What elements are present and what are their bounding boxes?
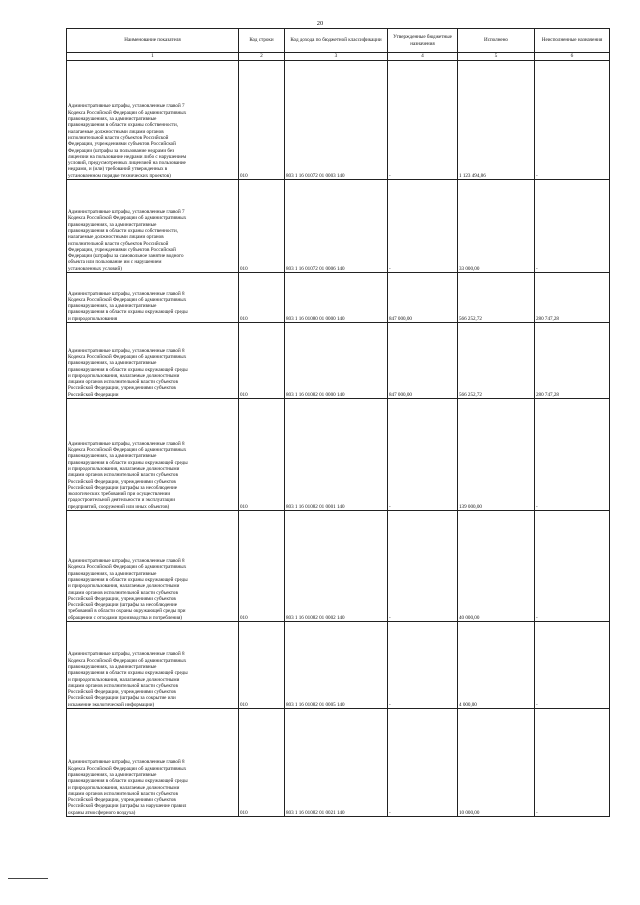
- column-number: 2: [239, 53, 285, 61]
- table-row: [67, 622, 610, 709]
- header-unexecuted: Неисполненные назначения: [535, 29, 610, 53]
- column-number: 5: [458, 53, 535, 61]
- column-number: 4: [388, 53, 458, 61]
- indicator-name-line: правонарушениях, за административные: [68, 116, 157, 123]
- indicator-name-line: лицами органов исполнительной власти субъектов: [68, 472, 178, 479]
- indicator-name-line: Российской Федерации, учреждениями субъектов: [68, 385, 176, 392]
- executed-amount: 33 000,00: [458, 180, 535, 273]
- indicator-name-line: установленных условий): [68, 265, 122, 272]
- indicator-name-line: правонарушениях, за административные: [68, 453, 157, 460]
- indicator-name-line: Федерации, учреждениями субъектов Российской: [68, 246, 176, 253]
- unexecuted-amount: 280 747,28: [535, 323, 610, 399]
- indicator-name: [67, 323, 239, 399]
- indicator-name-line: правонарушениях, за административные: [68, 221, 157, 228]
- column-number: 1: [67, 53, 239, 61]
- header-indicator-name: Наименование показателя: [67, 29, 239, 53]
- approved-amount: -: [388, 511, 458, 622]
- indicator-name-line: исполнительной власти субъектов Российской: [68, 134, 169, 141]
- approved-amount: 847 000,00: [388, 273, 458, 323]
- table-row: [67, 511, 610, 622]
- header-executed: Исполнено: [458, 29, 535, 53]
- approved-amount: -: [388, 709, 458, 817]
- indicator-name-line: и природопользования, налагаемые должностными: [68, 372, 180, 379]
- indicator-name-line: правонарушения в области охраны собственности,: [68, 122, 179, 129]
- line-code: 010: [239, 273, 285, 323]
- indicator-name-line: Российской Федерации (штрафы за нарушение правил: [68, 803, 187, 810]
- indicator-name-line: Кодекса Российской Федерации об административных: [68, 353, 187, 360]
- executed-amount: 566 252,72: [458, 323, 535, 399]
- income-code: 803 1 16 01082 01 0002 140: [285, 511, 388, 622]
- line-code: 010: [239, 709, 285, 817]
- income-code: 803 1 16 01082 01 0001 140: [285, 399, 388, 511]
- indicator-name-line: лицами органов исполнительной власти субъектов: [68, 682, 178, 689]
- indicator-name-line: Федерации (штрафы за самовольное занятие водного: [68, 253, 184, 260]
- indicator-name-line: Кодекса Российской Федерации об административных: [68, 109, 187, 116]
- indicator-name-line: и природопользования, налагаемые должностными: [68, 465, 180, 472]
- income-code: 803 1 16 01082 01 0005 140: [285, 622, 388, 709]
- indicator-name-line: и природопользования, налагаемые должностными: [68, 676, 180, 683]
- indicator-name-line: градостроительной деятельности и эксплуатации: [68, 497, 175, 504]
- income-code: 803 1 16 01080 01 0000 140: [285, 273, 388, 323]
- executed-amount: 4 000,00: [458, 622, 535, 709]
- indicator-name-line: Кодекса Российской Федерации об административных: [68, 447, 187, 454]
- unexecuted-amount: 280 747,28: [535, 273, 610, 323]
- indicator-name-line: Кодекса Российской Федерации об административных: [68, 765, 187, 772]
- approved-amount: -: [388, 61, 458, 180]
- footer-divider: [8, 878, 48, 879]
- indicator-name-line: и природопользования, налагаемые должностными: [68, 784, 180, 791]
- indicator-name: [67, 180, 239, 273]
- indicator-name-line: лицами органов исполнительной власти субъектов: [68, 790, 178, 797]
- executed-amount: 1 123 494,86: [458, 61, 535, 180]
- approved-amount: -: [388, 180, 458, 273]
- indicator-name: [67, 399, 239, 511]
- unexecuted-amount: -: [535, 180, 610, 273]
- indicator-name-line: требований в области охраны окружающей среды при: [68, 608, 186, 615]
- indicator-name-line: Российской Федерации, учреждениями субъектов: [68, 478, 176, 485]
- indicator-name-line: Административные штрафы, установленные главой 8: [68, 759, 185, 766]
- indicator-name-line: налагаемые должностными лицами органов: [68, 234, 164, 241]
- indicator-name-line: Кодекса Российской Федерации об административных: [68, 564, 187, 571]
- indicator-name-line: недрами, и (или) требований утвержденных в: [68, 166, 168, 173]
- indicator-name-line: правонарушениях, за административные: [68, 360, 157, 367]
- unexecuted-amount: -: [535, 709, 610, 817]
- indicator-name-line: Федерации (штрафы за пользование недрами без: [68, 147, 175, 154]
- unexecuted-amount: -: [535, 399, 610, 511]
- line-code: 010: [239, 622, 285, 709]
- indicator-name-line: Кодекса Российской Федерации об административных: [68, 657, 187, 664]
- line-code: 010: [239, 323, 285, 399]
- line-code: 010: [239, 61, 285, 180]
- unexecuted-amount: -: [535, 511, 610, 622]
- indicator-name-line: правонарушения в области охраны окружающей среды: [68, 778, 188, 785]
- header-income-code: Код дохода по бюджетной классификации: [285, 29, 388, 53]
- column-number-row: [67, 53, 610, 61]
- indicator-name-line: Административные штрафы, установленные главой 7: [68, 103, 185, 110]
- line-code: 010: [239, 511, 285, 622]
- executed-amount: 566 252,72: [458, 273, 535, 323]
- indicator-name-line: Российской Федерации (штрафы за сокрытие или: [68, 695, 176, 702]
- indicator-name-line: лицами органов исполнительной власти субъектов: [68, 589, 178, 596]
- indicator-name-line: правонарушения в области охраны окружающей среды: [68, 459, 188, 466]
- approved-amount: 847 000,00: [388, 323, 458, 399]
- indicator-name-line: Административные штрафы, установленные главой 8: [68, 347, 185, 354]
- executed-amount: 10 000,00: [458, 709, 535, 817]
- unexecuted-amount: -: [535, 622, 610, 709]
- indicator-name-line: охраны атмосферного воздуха): [68, 809, 136, 816]
- approved-amount: -: [388, 399, 458, 511]
- indicator-name-line: Административные штрафы, установленные главой 8: [68, 651, 185, 658]
- indicator-name-line: предприятий, сооружений или иных объектов): [68, 503, 170, 510]
- indicator-name-line: правонарушения в области охраны окружающей среды: [68, 576, 188, 583]
- table-row: [67, 61, 610, 180]
- budget-income-table: [66, 28, 610, 817]
- indicator-name-line: объекта или пользование им с нарушением: [68, 259, 162, 266]
- table-row: [67, 399, 610, 511]
- indicator-name-line: Федерации, учреждениями субъектов Российской: [68, 141, 176, 148]
- indicator-name: [67, 709, 239, 817]
- table-body: [67, 61, 610, 817]
- table-row: [67, 709, 610, 817]
- indicator-name-line: обращении с отходами производства и потребления): [68, 614, 182, 621]
- indicator-name-line: Российской Федерации, учреждениями субъектов: [68, 797, 176, 804]
- indicator-name-line: Административные штрафы, установленные главой 8: [68, 440, 185, 447]
- income-code: 803 1 16 01072 01 0003 140: [285, 61, 388, 180]
- indicator-name-line: Российской Федерации, учреждениями субъектов: [68, 689, 176, 696]
- page-number: 20: [316, 20, 324, 27]
- indicator-name-line: установленном порядке технических проектов): [68, 172, 171, 179]
- indicator-name-line: и природопользования, налагаемые должностными: [68, 583, 180, 590]
- indicator-name-line: искажение экологической информации): [68, 701, 155, 708]
- executed-amount: 40 000,00: [458, 511, 535, 622]
- indicator-name-line: правонарушения в области охраны собственности,: [68, 227, 179, 234]
- indicator-name-line: исполнительной власти субъектов Российской: [68, 240, 169, 247]
- table-row: [67, 323, 610, 399]
- indicator-name-line: Российской Федерации (штрафы за несоблюдение: [68, 602, 178, 609]
- header-row: [67, 29, 610, 53]
- header-approved: Утвержденные бюджетные назначения: [388, 29, 458, 53]
- header-line-code: Код строки: [239, 29, 285, 53]
- unexecuted-amount: -: [535, 61, 610, 180]
- income-code: 803 1 16 01082 01 0000 140: [285, 323, 388, 399]
- indicator-name: [67, 61, 239, 180]
- executed-amount: 139 000,00: [458, 399, 535, 511]
- indicator-name-line: правонарушения в области охраны окружающей среды: [68, 670, 188, 677]
- indicator-name-line: Административные штрафы, установленные главой 8: [68, 558, 185, 565]
- indicator-name-line: условий, предусмотренных лицензией на пользование: [68, 160, 186, 167]
- income-code: 803 1 16 01072 01 0006 140: [285, 180, 388, 273]
- indicator-name-line: Административные штрафы, установленные главой 8: [68, 290, 185, 297]
- indicator-name-line: Российской Федерации: [68, 391, 119, 398]
- indicator-name-line: и природопользования: [68, 315, 118, 322]
- indicator-name-line: правонарушения в области охраны окружающей среды: [68, 309, 188, 316]
- indicator-name-line: лицами органов исполнительной власти субъектов: [68, 379, 178, 386]
- indicator-name-line: Кодекса Российской Федерации об административных: [68, 215, 187, 222]
- line-code: 010: [239, 180, 285, 273]
- indicator-name: [67, 511, 239, 622]
- indicator-name-line: правонарушениях, за административные: [68, 771, 157, 778]
- table-row: [67, 273, 610, 323]
- indicator-name-line: Административные штрафы, установленные главой 7: [68, 209, 185, 216]
- column-number: 6: [535, 53, 610, 61]
- column-number: 3: [285, 53, 388, 61]
- approved-amount: -: [388, 622, 458, 709]
- indicator-name-line: правонарушения в области охраны окружающей среды: [68, 366, 188, 373]
- indicator-name-line: лицензии на пользование недрами либо с нарушением: [68, 153, 187, 160]
- indicator-name: [67, 273, 239, 323]
- line-code: 010: [239, 399, 285, 511]
- table-row: [67, 180, 610, 273]
- indicator-name: [67, 622, 239, 709]
- indicator-name-line: правонарушениях, за административные: [68, 303, 157, 310]
- income-code: 803 1 16 01082 01 0021 140: [285, 709, 388, 817]
- indicator-name-line: Российской Федерации (штрафы за несоблюдение: [68, 484, 178, 491]
- indicator-name-line: правонарушениях, за административные: [68, 570, 157, 577]
- indicator-name-line: Кодекса Российской Федерации об административных: [68, 296, 187, 303]
- indicator-name-line: налагаемые должностными лицами органов: [68, 128, 164, 135]
- indicator-name-line: Российской Федерации, учреждениями субъектов: [68, 595, 176, 602]
- indicator-name-line: правонарушениях, за административные: [68, 663, 157, 670]
- indicator-name-line: экологических требований при осуществлении: [68, 491, 171, 498]
